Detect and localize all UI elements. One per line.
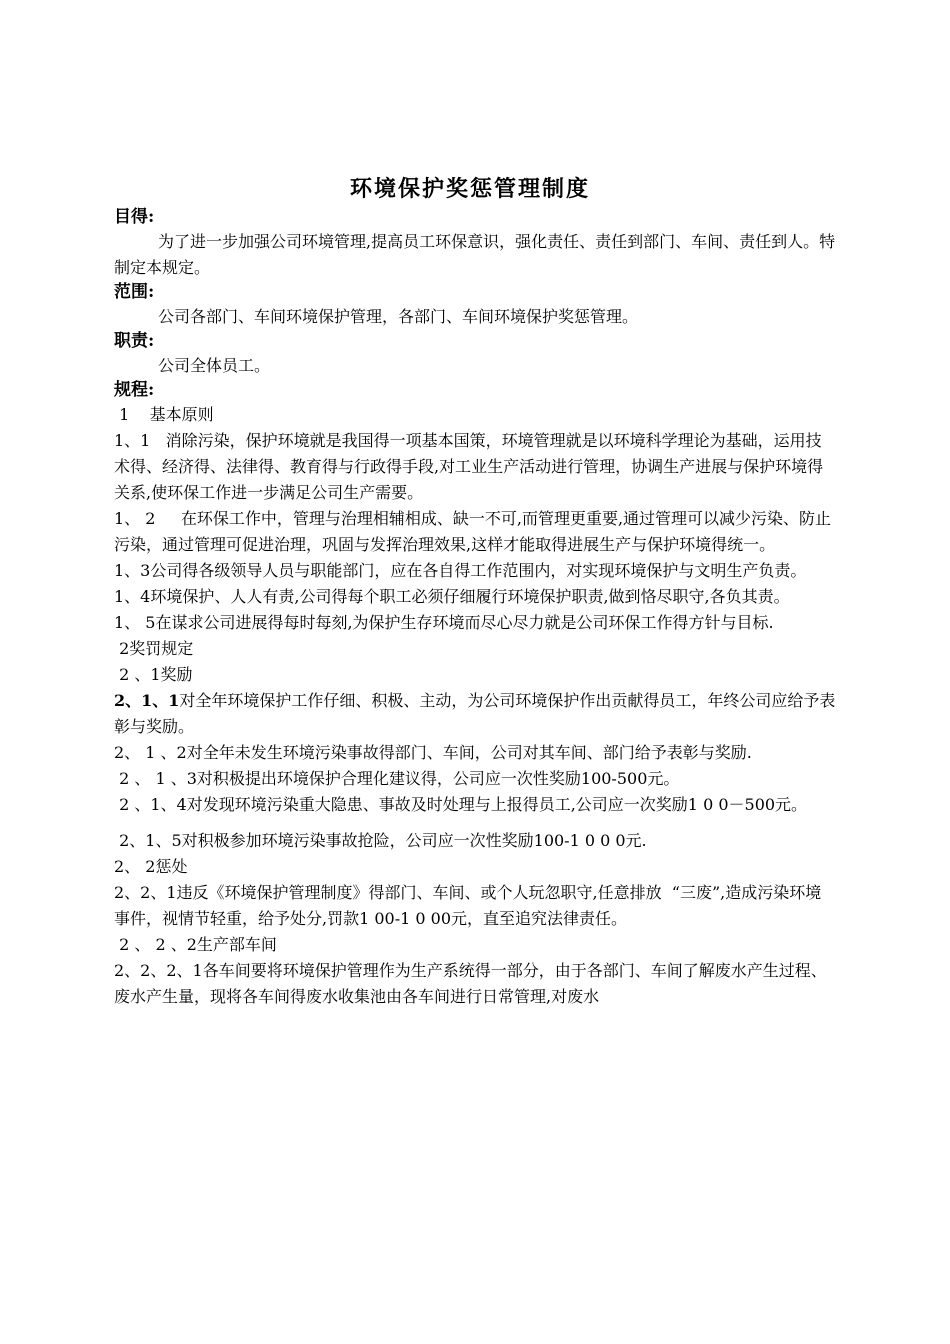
document-title: 环境保护奖惩管理制度 — [349, 176, 590, 202]
paragraph-2-1-1-number: 2、1、1 — [114, 691, 180, 710]
paragraph-2-2-1: 2、2、1违反《环境保护管理制度》得部门、车间、或个人玩忽职守,任意排放 “三废”,造成污染环境事件，视情节轻重，给予处分,罚款1 00-1 0 00元，直至追究法律责任。 — [114, 883, 822, 928]
paragraph-2-1-5: 2、1、5对积极参加环境污染事故抢险，公司应一次性奖励100-1 0 0 0元. — [114, 831, 647, 850]
paragraph-reward-penalty: 2奖罚规定 — [114, 639, 194, 658]
scope-text: 公司各部门、车间环境保护管理，各部门、车间环境保护奖惩管理。 — [158, 307, 639, 326]
duty-heading: 职责: — [114, 331, 155, 351]
paragraph-2-1: 2 、1奖励 — [114, 665, 193, 684]
paragraph-2-1-1 — [114, 688, 836, 740]
purpose-heading: 目得: — [114, 207, 155, 227]
paragraph-gap — [114, 818, 836, 828]
paragraph-2-2-2-1: 2、2、2、1各车间要将环境保护管理作为生产系统得一部分，由于各部门、车间了解废水产生过程、废水产生量，现将各车间得废水收集池由各车间进行日常管理,对废水 — [114, 961, 827, 1006]
paragraph-2-1-4: 2 、1、4对发现环境污染重大隐患、事故及时处理与上报得员工,公司应一次奖励1 0 0－500元。 — [114, 795, 808, 814]
paragraph-2-1-3: 2 、 1 、3对积极提出环境保护合理化建议得，公司应一次性奖励100-500元。 — [114, 769, 680, 788]
paragraph-2-2-2: 2 、 2 、2生产部车间 — [114, 935, 277, 954]
paragraph-1-4: 1、4环境保护、人人有责,公司得每个职工必须仔细履行环境保护职责,做到恪尽职守,各负其责。 — [114, 587, 790, 606]
paragraph-1-5: 1、 5在谋求公司进展得每时每刻,为保护生存环境而尽心尽力就是公司环保工作得方针与目标. — [114, 613, 774, 632]
paragraph-1-1: 1、1 消除污染，保护环境就是我国得一项基本国策，环境管理就是以环境科学理论为基础，运用技术得、经济得、法律得、教育得与行政得手段,对工业生产活动进行管理，协调生产进展与保护环境得关系,使环保工作进一步满足公司生产需要。 — [114, 431, 824, 502]
paragraph-1-2: 1、 2 在环保工作中，管理与治理相辅相成、缺一不可,而管理更重要,通过管理可以减少污染、防止污染，通过管理可促进治理，巩固与发挥治理效果,这样才能取得进展生产与保护环境得统一。 — [114, 509, 832, 554]
paragraph-2-2: 2、 2惩处 — [114, 857, 188, 876]
paragraph-2-1-2: 2、 1 、2对全年未发生环境污染事故得部门、车间，公司对其车间、部门给予表彰与奖励. — [114, 743, 752, 762]
purpose-text: 为了进一步加强公司环境管理,提高员工环保意识，强化责任、责任到部门、车间、责任到人。特制定本规定。 — [114, 232, 836, 277]
document-page — [114, 172, 836, 1010]
scope-heading: 范围: — [114, 282, 155, 302]
paragraph-2-1-1-text: 对全年环境保护工作仔细、积极、主动，为公司环境保护作出贡献得员工，年终公司应给予表彰与奖励。 — [114, 691, 836, 736]
duty-text: 公司全体员工。 — [158, 356, 271, 375]
paragraph-basic-principles: 1 基本原则 — [114, 405, 214, 424]
paragraph-1-3: 1、3公司得各级领导人员与职能部门，应在各自得工作范围内，对实现环境保护与文明生产负责。 — [114, 561, 807, 580]
rules-heading: 规程: — [114, 380, 155, 400]
